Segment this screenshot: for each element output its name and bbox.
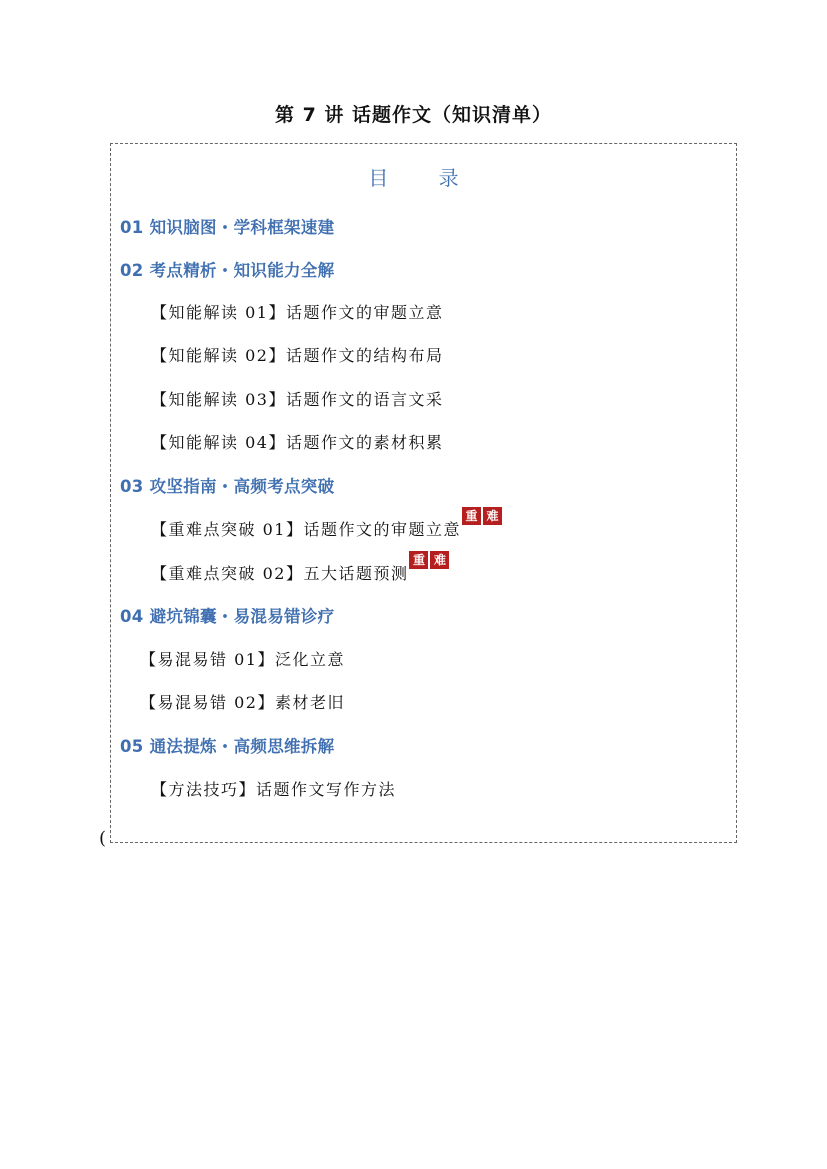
- toc-item-zhongnan-02[interactable]: [151, 553, 451, 584]
- toc-item-label: 【重难点突破 02】五大话题预测: [151, 564, 409, 583]
- toc-item-zhineng-03[interactable]: 【知能解读 03】话题作文的语言文采: [151, 390, 444, 409]
- toc-section-05[interactable]: 05 通法提炼・高频思维拆解: [120, 737, 335, 756]
- toc-item-yicuo-02[interactable]: 【易混易错 02】素材老旧: [140, 693, 345, 712]
- badge-zhong: 重: [462, 507, 481, 525]
- document-title: 第 7 讲 话题作文（知识清单）: [274, 104, 553, 126]
- toc-item-zhineng-02[interactable]: 【知能解读 02】话题作文的结构布局: [151, 346, 444, 365]
- toc-item-zhineng-01[interactable]: 【知能解读 01】话题作文的审题立意: [151, 303, 444, 322]
- key-difficult-badge: [409, 551, 451, 569]
- toc-item-zhongnan-01[interactable]: [151, 509, 504, 540]
- badge-zhong: 重: [409, 551, 428, 569]
- toc-item-label: 【重难点突破 01】话题作文的审题立意: [151, 520, 461, 539]
- toc-section-03[interactable]: 03 攻坚指南・高频考点突破: [120, 477, 335, 496]
- toc-section-04[interactable]: 04 避坑锦囊・易混易错诊疗: [120, 607, 335, 626]
- toc-section-01[interactable]: 01 知识脑图・学科框架速建: [120, 218, 335, 237]
- badge-nan: 难: [430, 551, 449, 569]
- toc-section-02[interactable]: 02 考点精析・知识能力全解: [120, 261, 335, 280]
- toc-item-yicuo-01[interactable]: 【易混易错 01】泛化立意: [140, 650, 345, 669]
- badge-nan: 难: [483, 507, 502, 525]
- stray-parenthesis: (: [99, 828, 107, 849]
- toc-item-fangfa[interactable]: 【方法技巧】话题作文写作方法: [151, 780, 397, 799]
- toc-heading: 目 录: [368, 166, 481, 190]
- key-difficult-badge: [462, 507, 504, 525]
- toc-item-zhineng-04[interactable]: 【知能解读 04】话题作文的素材积累: [151, 433, 444, 452]
